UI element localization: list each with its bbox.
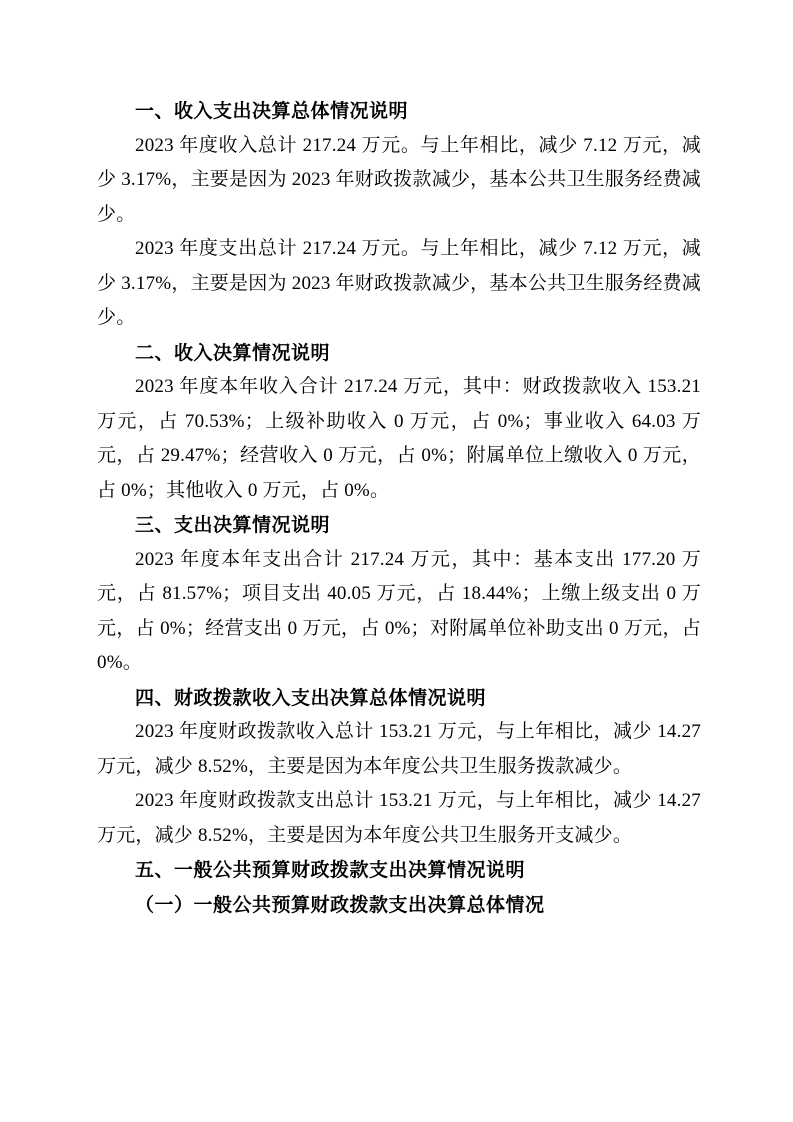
paragraph-income-total: 2023 年度收入总计 217.24 万元。与上年相比，减少 7.12 万元，减少 3.17%，主要是因为 2023 年财政拨款减少，基本公共卫生服务经费减少。 (97, 134, 701, 225)
paragraph-income-detail: 2023 年度本年收入合计 217.24 万元，其中：财政拨款收入 153.21 万元，占 70.53%；上级补助收入 0 万元，占 0%；事业收入 64.03 万元，占 29.47%；经营收入 0 万元，占 0%；附属单位上缴收入 0 万元，占 0%；其他收入 0 万元，占 0%。 (97, 376, 701, 501)
section-heading-2: 二、收入决算情况说明 (135, 341, 331, 364)
section-heading-5: 五、一般公共预算财政拨款支出决算情况说明 (135, 859, 526, 881)
section-subheading-5-1: （一）一般公共预算财政拨款支出决算总体情况 (135, 893, 545, 916)
paragraph-fiscal-expense: 2023 年度财政拨款支出总计 153.21 万元，与上年相比，减少 14.27 万元，减少 8.52%，主要是因为本年度公共卫生服务开支减少。 (97, 790, 701, 846)
section-heading-3: 三、支出决算情况说明 (135, 514, 331, 536)
paragraph-expense-total: 2023 年度支出总计 217.24 万元。与上年相比，减少 7.12 万元，减少 3.17%，主要是因为 2023 年财政拨款减少，基本公共卫生服务经费减少。 (97, 238, 701, 328)
section-heading-1: 一、收入支出决算总体情况说明 (135, 100, 409, 122)
section-heading-4: 四、财政拨款收入支出决算总体情况说明 (135, 686, 487, 709)
paragraph-expense-detail: 2023 年度本年支出合计 217.24 万元，其中：基本支出 177.20 万元，占 81.57%；项目支出 40.05 万元，占 18.44%；上缴上级支出 0 万元，占 0%；经营支出 0 万元，占 0%；对附属单位补助支出 0 万元，占 0%。 (97, 548, 701, 673)
paragraph-fiscal-income: 2023 年度财政拨款收入总计 153.21 万元，与上年相比，减少 14.27 万元，减少 8.52%，主要是因为本年度公共卫生服务拨款减少。 (97, 721, 701, 777)
